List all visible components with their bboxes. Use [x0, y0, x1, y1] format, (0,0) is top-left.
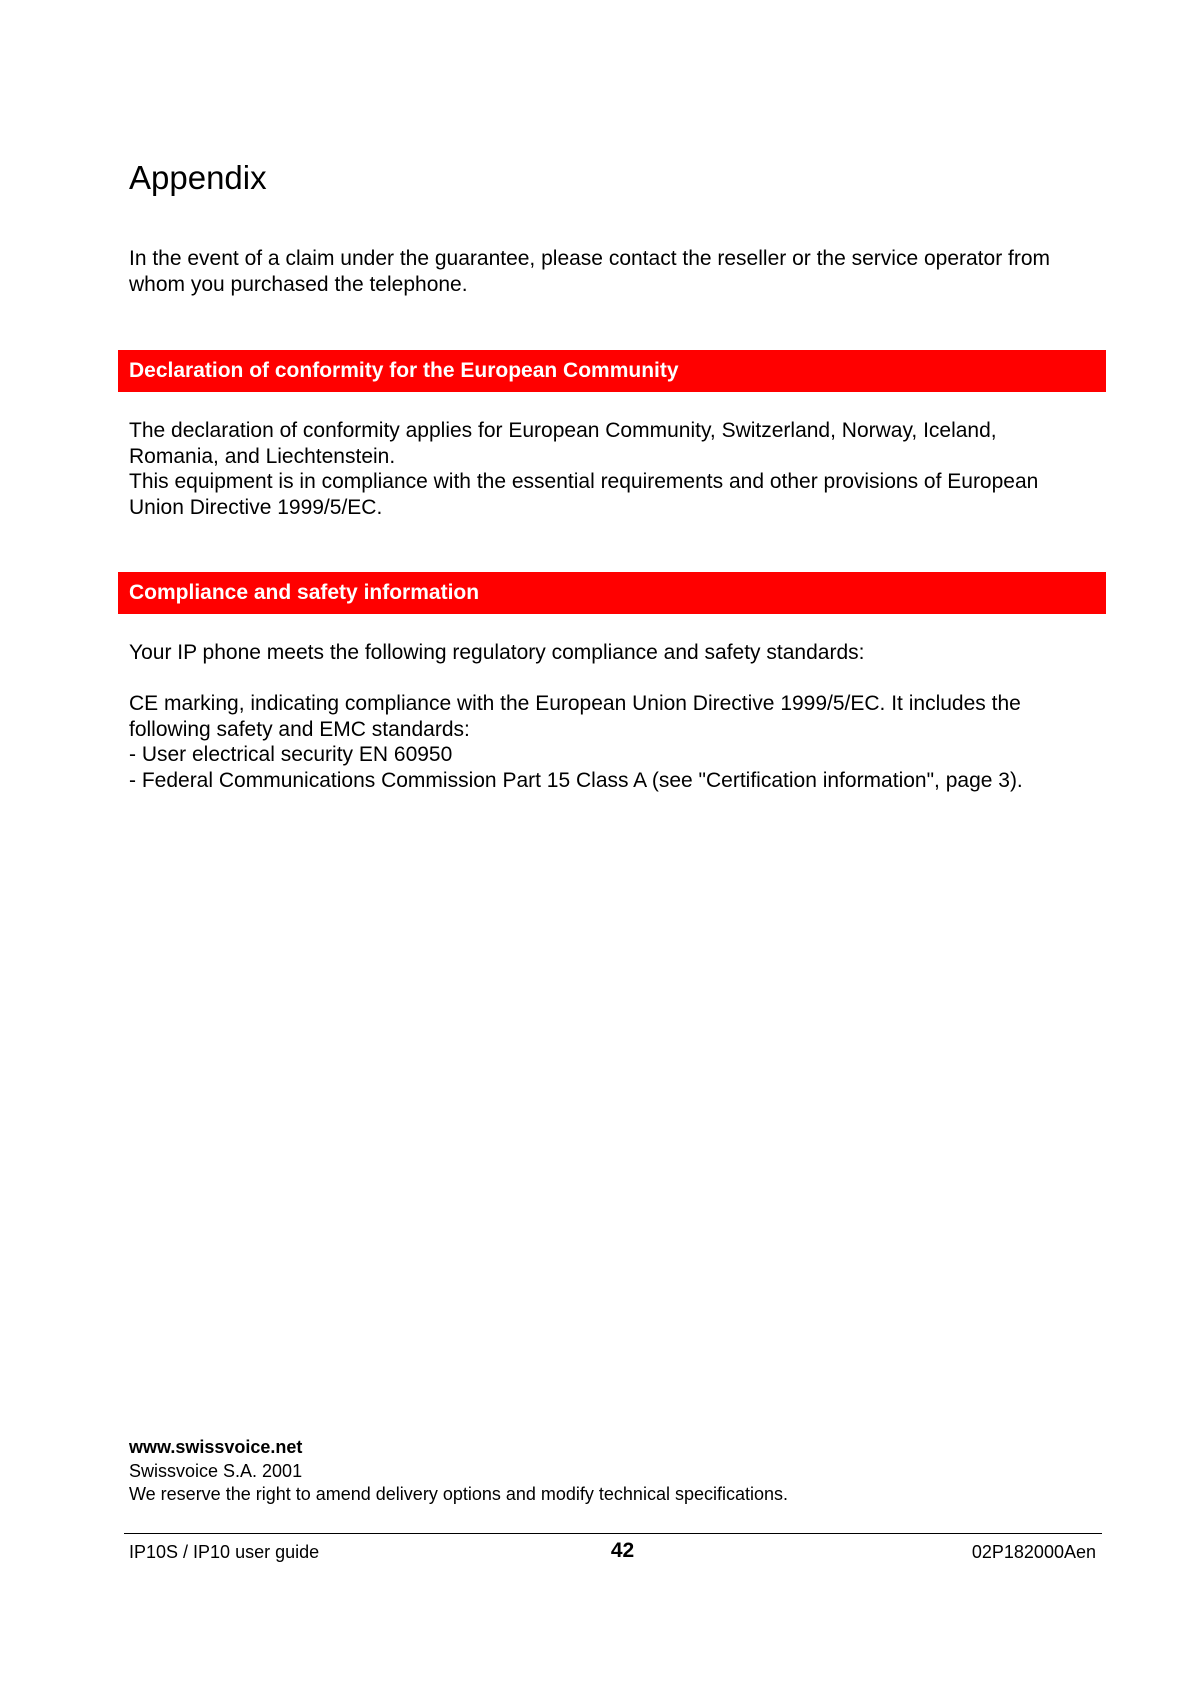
page-title: Appendix	[129, 159, 267, 196]
footer-info	[129, 1436, 788, 1507]
declaration-line: Union Directive 1999/5/EC.	[129, 495, 383, 519]
compliance-line: CE marking, indicating compliance with the European Union Directive 1999/5/EC. It includes the	[129, 692, 1021, 715]
compliance-intro	[129, 640, 1089, 666]
guide-title: IP10S / IP10 user guide	[129, 1542, 320, 1562]
page-number: 42	[610, 1539, 635, 1562]
compliance-paragraph	[129, 691, 1089, 793]
disclaimer: We reserve the right to amend delivery options and modify technical specifications.	[129, 1484, 789, 1504]
compliance-list-item: - User electrical security EN 60950	[129, 743, 453, 766]
guarantee-paragraph	[129, 246, 1089, 297]
compliance-line: following safety and EMC standards:	[129, 717, 470, 741]
compliance-heading: Compliance and safety information	[118, 572, 1106, 614]
declaration-line: This equipment is in compliance with the essential requirements and other provisions of European	[129, 470, 1039, 493]
declaration-line: The declaration of conformity applies for European Community, Switzerland, Norway, Iceland,	[129, 419, 997, 442]
website-url: www.swissvoice.net	[129, 1437, 303, 1457]
company-name: Swissvoice S.A. 2001	[129, 1460, 303, 1481]
declaration-paragraph	[129, 418, 1089, 520]
guarantee-line: In the event of a claim under the guarantee, please contact the reseller or the service operator from	[129, 247, 1051, 270]
guarantee-line: whom you purchased the telephone.	[129, 272, 468, 296]
compliance-intro-text: Your IP phone meets the following regulatory compliance and safety standards:	[129, 641, 865, 664]
footer-divider	[124, 1533, 1102, 1534]
declaration-heading: Declaration of conformity for the European Community	[118, 350, 1106, 392]
declaration-line: Romania, and Liechtenstein.	[129, 444, 396, 468]
document-code: 02P182000Aen	[971, 1542, 1096, 1562]
compliance-list-item: - Federal Communications Commission Part 15 Class A (see "Certification information", page 3).	[129, 768, 1023, 792]
